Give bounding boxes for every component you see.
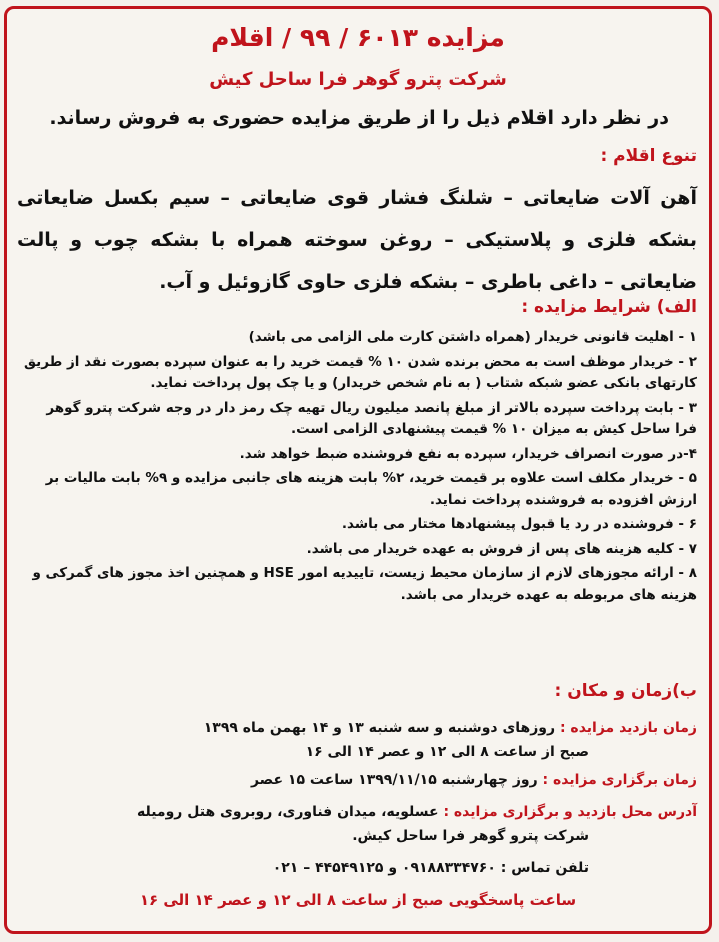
visit-time-value: روزهای دوشنبه و سه شنبه ۱۳ و ۱۴ بهمن ماه ۱۳۹۹: [203, 720, 560, 736]
auction-title: مزایده ۶۰۱۳ / ۹۹ / اقلام: [211, 23, 505, 52]
condition-item: ۴-در صورت انصراف خریدار، سپرده به نفع فروشنده ضبط خواهد شد.: [239, 445, 697, 462]
address-label: آدرس محل بازدید و برگزاری مزایده :: [443, 804, 697, 820]
condition-item: ۷ - کلیه هزینه های پس از فروش به عهده خریدار می باشد.: [306, 540, 697, 557]
hold-time-label: زمان برگزاری مزایده :: [542, 772, 697, 788]
schedule-heading: ب)زمان و مکان :: [554, 681, 697, 701]
phone-label: تلفن تماس :: [500, 860, 589, 876]
conditions-heading: الف) شرایط مزایده :: [521, 297, 697, 317]
condition-item: ۱ - اهلیت قانونی خریدار (همراه داشتن کارت ملی الزامی می باشد): [248, 329, 697, 345]
condition-item: ۸ - ارائه مجوزهای لازم از سازمان محیط زیست، تاییدیه امور HSE و همچنین اخذ مجوز های گمرکی و هزینه های مربوطه به عهده خریدار می باشد.: [32, 565, 697, 603]
visit-hours-row: صبح از ساعت ۸ الی ۱۲ و عصر ۱۴ الی ۱۶: [305, 744, 589, 760]
condition-item: ۳ - بابت پرداخت سپرده بالاتر از مبلغ پانصد میلیون ریال تهیه چک رمز دار در وجه شرکت پترو گوهر فرا ساحل کیش به میزان ۱۰ % قیمت پیشنهادی الزامی است.: [46, 399, 697, 437]
hold-time-value: روز چهارشنبه ۱۳۹۹/۱۱/۱۵ ساعت ۱۵ عصر: [250, 772, 543, 788]
condition-item: ۵ - خریدار مکلف است علاوه بر قیمت خرید، ۲% بابت هزینه های جانبی مزایده و ۹% بابت مالیات بر ارزش افزوده به فروشنده پرداخت نماید.: [45, 470, 697, 508]
visit-time-label: زمان بازدید مزایده :: [559, 720, 697, 736]
condition-item: ۶ - فروشنده در رد یا قبول پیشنهادها مختار می باشد.: [341, 516, 697, 532]
address-row: [19, 801, 697, 823]
response-hours: ساعت پاسخگویی صبح از ساعت ۸ الی ۱۲ و عصر ۱۴ الی ۱۶: [139, 891, 577, 909]
intro-text: در نظر دارد اقلام ذیل را از طریق مزایده حضوری به فروش رساند.: [49, 107, 669, 129]
condition-item: ۲ - خریدار موظف است به محض برنده شدن ۱۰ % قیمت خرید را به عنوان سپرده بصورت نقد از طریق کارتهای بانکی عضو شبکه شتاب ( به نام شخص خریدار) و یا چک پول پرداخت نماید.: [23, 353, 697, 391]
items-heading: تنوع اقلام :: [600, 146, 697, 166]
phone-value: ۰۹۱۸۸۳۳۴۷۶۰ و ۴۴۵۴۹۱۲۵ – ۰۲۱: [272, 860, 501, 876]
phone-row: [19, 857, 589, 879]
hold-time-row: [19, 769, 697, 791]
visit-time-row: [19, 717, 697, 739]
advertisement-frame: [4, 6, 712, 934]
address-value: عسلویه، میدان فناوری، روبروی هتل رومیله: [137, 804, 444, 820]
company-name: شرکت پترو گوهر فرا ساحل کیش: [209, 69, 507, 90]
conditions-list: [21, 327, 697, 609]
address-line2: شرکت پترو گوهر فرا ساحل کیش.: [352, 828, 589, 844]
items-description: آهن آلات ضایعاتی – شلنگ فشار قوی ضایعاتی – سیم بکسل ضایعاتی بشکه فلزی و پلاستیکی – روغن سوخته همراه با بشکه چوب و پالت ضایعاتی – داغی باطری – بشکه فلزی حاوی گازوئیل و آب.: [17, 187, 697, 293]
